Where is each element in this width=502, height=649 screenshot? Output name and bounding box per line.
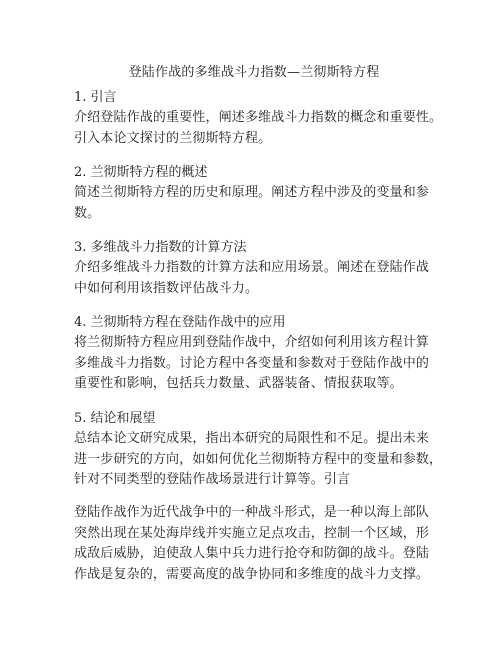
section-text-line: 介绍登陆作战的重要性，阐述多维战斗力指数的概念和重要性。 xyxy=(74,110,443,125)
document-title: 登陆作战的多维战斗力指数—兰彻斯特方程 xyxy=(128,65,380,80)
section-text-line: 针对不同类型的登陆作战场景进行计算等。引言 xyxy=(74,472,351,487)
section-text-line: 数。 xyxy=(74,205,101,221)
section-text-line: 将兰彻斯特方程应用到登陆作战中，介绍如何利用该方程计算 xyxy=(74,335,430,350)
section-text-line: 引入本论文探讨的兰彻斯特方程。 xyxy=(74,130,272,146)
section-heading: 4. 兰彻斯特方程在登陆作战中的应用 xyxy=(74,315,286,330)
paragraph-text-line: 突然出现在某处海岸线并实施立足点攻击，控制一个区域，形 xyxy=(74,525,430,541)
section-application xyxy=(74,313,442,395)
section-lanchester-overview xyxy=(74,163,442,224)
section-text-line: 中如何利用该指数评估战斗力。 xyxy=(74,280,259,296)
paragraph-text-line: 登陆作战作为近代战争中的一种战斗形式，是一种以海上部队 xyxy=(74,505,430,520)
section-heading: 2. 兰彻斯特方程的概述 xyxy=(74,165,208,180)
section-heading: 1. 引言 xyxy=(74,90,117,105)
section-text-line: 进一步研究的方向，如如何优化兰彻斯特方程中的变量和参数， xyxy=(74,451,443,467)
section-text-line: 总结本论文研究成果，指出本研究的局限性和不足。提出未来 xyxy=(74,431,430,446)
paragraph-text-line: 作战是复杂的，需要高度的战争协同和多维度的战斗力支撑。 xyxy=(74,566,430,582)
closing-paragraph xyxy=(74,503,442,585)
section-text-line: 简述兰彻斯特方程的历史和原理。阐述方程中涉及的变量和参 xyxy=(74,185,430,200)
section-text-line: 重要性和影响，包括兵力数量、武器装备、情报获取等。 xyxy=(74,376,403,391)
section-heading: 5. 结论和展望 xyxy=(74,411,156,426)
section-introduction xyxy=(74,88,442,149)
section-heading: 3. 多维战斗力指数的计算方法 xyxy=(74,240,247,255)
section-calculation-method xyxy=(74,238,442,299)
paragraph-text-line: 成敌后威胁，迫使敌人集中兵力进行抢夺和防御的战斗。登陆 xyxy=(74,546,430,561)
section-text-line: 多维战斗力指数。讨论方程中各变量和参数对于登陆作战中的 xyxy=(74,355,430,371)
section-conclusion xyxy=(74,409,442,491)
section-text-line: 介绍多维战斗力指数的计算方法和应用场景。阐述在登陆作战 xyxy=(74,260,430,275)
